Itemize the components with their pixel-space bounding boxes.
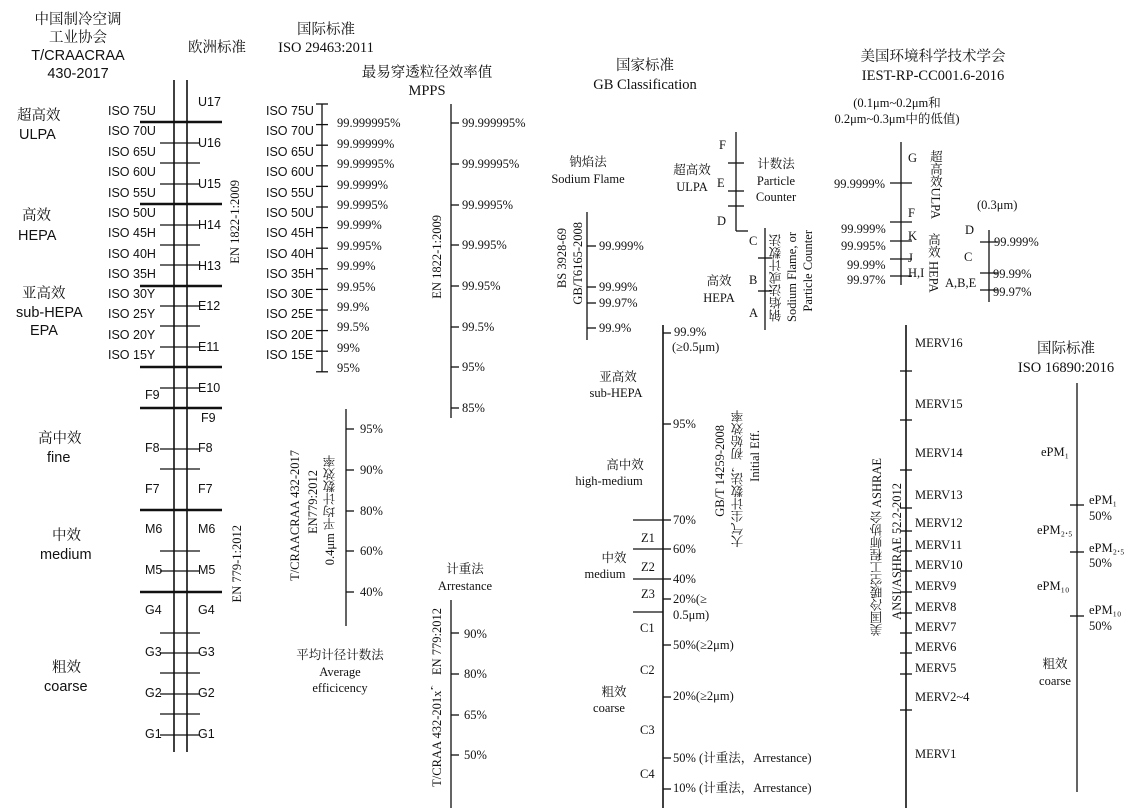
iest-grade: K <box>908 229 918 243</box>
ashrae-label: 美国冷暖空工程师协会 ASHRAE <box>870 458 884 637</box>
iso29463-value: 95% <box>337 361 360 375</box>
gb-title: GB Classification <box>593 77 697 93</box>
iest-right-grade: C <box>964 250 973 264</box>
iest-title: 美国环境科学技术学会 <box>860 49 1006 65</box>
gb-lower-mark: 50%(≥2μm) <box>673 638 734 652</box>
china-title: 工业协会 <box>49 30 107 46</box>
gb-cat-coarse: coarse <box>593 701 625 715</box>
iso29463-class: ISO 60U <box>266 165 314 179</box>
iso29463-class: ISO 20E <box>266 328 314 342</box>
gb-hepa-grade: B <box>749 273 758 287</box>
gb-hepa-grade: A <box>749 306 759 320</box>
iest-right-value: 99.99% <box>993 267 1032 281</box>
particle-counter-title: Particle <box>756 174 796 188</box>
merv-label: MERV9 <box>915 579 957 593</box>
sodium-value: 99.99% <box>599 280 638 294</box>
merv-label: MERV15 <box>915 397 963 411</box>
en1822-value: 99.95% <box>462 279 501 293</box>
china-iso-mark: ISO 40H <box>108 247 156 261</box>
eu-grade: F8 <box>198 441 213 455</box>
gb-ulpa-label: 超高效 <box>673 163 711 177</box>
iso29463-class: ISO 45H <box>266 226 314 240</box>
gb-lower-grade: Z1 <box>641 531 655 545</box>
iest-title: IEST-RP-CC001.6-2016 <box>861 68 1005 84</box>
category-fine-label: fine <box>47 450 71 466</box>
eu-grade: E11 <box>198 340 220 354</box>
iest-right-grade: A,B,E <box>945 276 977 290</box>
china-grade: F8 <box>145 441 160 455</box>
iso16890-left: ePM₁₀ <box>1037 579 1070 593</box>
eu-grade: E12 <box>198 299 221 313</box>
merv-label: MERV12 <box>915 516 963 530</box>
iso29463-value: 99.99% <box>337 259 376 273</box>
gb-lower-grade: C4 <box>640 767 655 781</box>
gb-lower-mark: (≥0.5μm) <box>672 340 720 354</box>
gb-ulpa-grade: E <box>717 176 725 190</box>
china-iso-mark: ISO 55U <box>108 186 156 200</box>
en1822-standard-label: EN 1822-1:2009 <box>228 180 242 264</box>
iso16890-coarse: coarse <box>1039 674 1071 688</box>
merv-label: MERV5 <box>915 661 957 675</box>
sodium-standard-label: GB/T6165-2008 <box>571 222 585 305</box>
category-epa-label: 亚高效 <box>22 286 66 302</box>
china-grade: M5 <box>145 563 163 577</box>
iest-left-value: 99.9999% <box>834 177 886 191</box>
iest-right-value: 99.97% <box>993 285 1032 299</box>
en779-standard-label: EN 779-1:2012 <box>230 525 244 603</box>
gb-cat-subhepa: 亚高效 <box>599 370 637 384</box>
china-iso-mark: ISO 45H <box>108 226 156 240</box>
merv-label: MERV1 <box>915 747 957 761</box>
china-iso-mark: ISO 25Y <box>108 307 156 321</box>
iso29463-title: ISO 29463:2011 <box>278 40 374 56</box>
en1822-value: 99.9995% <box>462 198 514 212</box>
category-coarse-label: 粗效 <box>52 660 81 676</box>
iso29463-class: ISO 75U <box>266 104 314 118</box>
eu-grade: F9 <box>201 411 216 425</box>
iso29463-value: 99.99999% <box>337 137 395 151</box>
iest-grade: H,I <box>908 266 925 280</box>
iso16890-right: ePM₂.₅ <box>1089 541 1125 555</box>
iso29463-value: 99.9% <box>337 300 370 314</box>
avg-standard-label: 0.4μm 平均计数效率 <box>323 455 337 566</box>
iso29463-class: ISO 30E <box>266 287 314 301</box>
gb-hepa-label: 高效 <box>706 274 732 288</box>
gb-lower-mark: 0.5μm) <box>673 608 710 622</box>
arrestance-title: Arrestance <box>437 579 493 593</box>
iest-note2: (0.3μm) <box>977 198 1018 212</box>
sodium-standard-label: BS 3928-69 <box>555 228 569 289</box>
en1822-value: 99.999995% <box>462 116 526 130</box>
arrestance-title: 计重法 <box>446 562 484 576</box>
china-iso-mark: ISO 20Y <box>108 328 156 342</box>
gb-lower-grade: Z2 <box>641 560 655 574</box>
gb-hepa-label: HEPA <box>703 291 735 305</box>
iso16890-coarse: 粗效 <box>1042 657 1068 671</box>
en1822-value: 99.995% <box>462 238 507 252</box>
category-fine-label: 高中效 <box>38 431 82 447</box>
gb-lower-mark: 20%(≥ <box>673 592 707 606</box>
gb-lower-grade: C1 <box>640 621 655 635</box>
gb-hepa-grade: C <box>749 234 758 248</box>
gb-lower-mark: 50% (计重法，Arrestance) <box>673 751 812 765</box>
avg-standard-label: T/CRAACRAA 432-2017 <box>288 450 302 581</box>
iso29463-value: 99.999995% <box>337 116 401 130</box>
eu-grade: U17 <box>198 95 221 109</box>
iso29463-class: ISO 55U <box>266 186 314 200</box>
en1822-value: 99.99995% <box>462 157 520 171</box>
iso29463-class: ISO 70U <box>266 124 314 138</box>
china-iso-mark: ISO 35H <box>108 267 156 281</box>
category-coarse-label: coarse <box>44 679 88 695</box>
iest-grade: G <box>908 151 918 165</box>
iso29463-class: ISO 50U <box>266 206 314 220</box>
gb-cat-medium: 中效 <box>601 551 627 565</box>
iest-hepa-vertical: 高效 HEPA <box>926 233 941 293</box>
eu-grade: H14 <box>198 218 221 232</box>
particle-counter-title: Counter <box>755 190 797 204</box>
gb-lower-mark: 70% <box>673 513 696 527</box>
sodium-flame-title: 钠焰法 <box>569 155 607 169</box>
gb-lower-grade: C2 <box>640 663 655 677</box>
eu-grade: H13 <box>198 259 221 273</box>
gb-cat-medium: medium <box>584 567 626 581</box>
category-medium-label: medium <box>40 547 92 563</box>
china-grade: G1 <box>145 727 162 741</box>
iso29463-class: ISO 15E <box>266 348 314 362</box>
gb-lower-mark: 10% (计重法，Arrestance) <box>673 781 812 795</box>
iest-left-value: 99.99% <box>847 258 886 272</box>
iso16890-left: ePM₂.₅ <box>1037 523 1073 537</box>
iest-left-value: 99.999% <box>841 222 886 236</box>
china-iso-mark: ISO 60U <box>108 165 156 179</box>
avg-value: 90% <box>360 463 383 477</box>
sodium-or-counter-label: 钠焰法或计数法 <box>769 234 783 322</box>
gb-cat-subhepa: sub-HEPA <box>589 386 643 400</box>
avg-caption: 平均计径计数法 <box>296 648 384 662</box>
iso29463-class: ISO 40H <box>266 247 314 261</box>
avg-caption: Average <box>319 665 361 679</box>
iso16890-right: 50% <box>1089 556 1112 570</box>
gb-cat-high-medium: 高中效 <box>606 458 644 472</box>
gb-cat-high-medium: high-medium <box>575 474 643 488</box>
gb-ulpa-grade: D <box>717 214 727 228</box>
iso29463-title: 国际标准 <box>297 22 355 38</box>
arrestance-value: 80% <box>464 667 487 681</box>
iso29463-value: 99.9999% <box>337 178 389 192</box>
china-iso-mark: ISO 65U <box>108 145 156 159</box>
category-ulpa-label: 超高效 <box>17 108 61 124</box>
iso29463-value: 99.9995% <box>337 198 389 212</box>
avg-value: 80% <box>360 504 383 518</box>
sodium-or-counter-label: Sodium Flame, or <box>785 232 799 322</box>
merv-label: MERV16 <box>915 336 963 350</box>
eu-grade: G4 <box>198 603 215 617</box>
china-grade: F9 <box>145 388 160 402</box>
arrestance-standard-label: T/CRAA 432-201x， EN 779:2012 <box>430 608 444 787</box>
eu-grade: G1 <box>198 727 215 741</box>
gb14259-label: GB/T 14259-2008 <box>713 425 727 517</box>
arrestance-value: 65% <box>464 708 487 722</box>
iest-note: 0.2μm~0.3μm中的低值) <box>834 112 960 126</box>
gb-lower-mark: 20%(≥2μm) <box>673 689 734 703</box>
merv-label: MERV11 <box>915 538 963 552</box>
iso29463-class: ISO 65U <box>266 145 314 159</box>
china-grade: G2 <box>145 686 162 700</box>
eu-grade: E10 <box>198 381 221 395</box>
gb-lower-mark: 95% <box>673 417 696 431</box>
china-title: T/CRAACRAA <box>31 48 125 64</box>
iso29463-subtitle: MPPS <box>408 83 446 99</box>
china-iso-mark: ISO 50U <box>108 206 156 220</box>
avg-standard-label: EN779:2012 <box>306 470 320 534</box>
merv-label: MERV14 <box>915 446 963 460</box>
iest-grade: J <box>908 251 913 265</box>
iest-grade: F <box>908 206 915 220</box>
china-title: 中国制冷空调 <box>34 12 122 28</box>
iest-left-value: 99.995% <box>841 239 886 253</box>
gb-lower-mark: 40% <box>673 572 696 586</box>
merv-label: MERV10 <box>915 558 963 572</box>
iso29463-subtitle: 最易穿透粒径效率值 <box>361 65 493 81</box>
gb14259-label: 大气尘计数法，初始效率 <box>731 410 745 548</box>
sodium-or-counter-label: Particle Counter <box>801 230 815 312</box>
iso29463-class: ISO 25E <box>266 307 314 321</box>
iest-note: (0.1μm~0.2μm和 <box>853 96 941 110</box>
gb14259-label: Initial Eff. <box>748 430 762 482</box>
iso16890-title: ISO 16890:2016 <box>1017 360 1115 376</box>
iso16890-right: ePM₁ <box>1089 493 1117 507</box>
china-iso-mark: ISO 30Y <box>108 287 156 301</box>
china-iso-mark: ISO 15Y <box>108 348 156 362</box>
eu-grade: M5 <box>198 563 216 577</box>
arrestance-value: 50% <box>464 748 487 762</box>
eu-grade: G2 <box>198 686 215 700</box>
china-iso-mark: ISO 70U <box>108 124 156 138</box>
merv-label: MERV8 <box>915 600 957 614</box>
iest-right-value: 99.999% <box>994 235 1039 249</box>
merv-label: MERV6 <box>915 640 957 654</box>
avg-value: 60% <box>360 544 383 558</box>
iso29463-value: 99% <box>337 341 360 355</box>
china-grade: G4 <box>145 603 162 617</box>
gb-lower-mark: 60% <box>673 542 696 556</box>
category-ulpa-label: ULPA <box>19 127 56 143</box>
eu-title: 欧洲标准 <box>188 40 246 56</box>
iso29463-value: 99.99995% <box>337 157 395 171</box>
sodium-value: 99.97% <box>599 296 638 310</box>
iest-left-value: 99.97% <box>847 273 886 287</box>
en1822-value: 95% <box>462 360 485 374</box>
iso29463-value: 99.5% <box>337 320 370 334</box>
gb-ulpa-label: ULPA <box>676 180 708 194</box>
sodium-value: 99.999% <box>599 239 644 253</box>
arrestance-value: 90% <box>464 627 487 641</box>
china-grade: F7 <box>145 482 160 496</box>
gb-ulpa-grade: F <box>719 138 726 152</box>
iso29463-value: 99.995% <box>337 239 382 253</box>
china-grade: G3 <box>145 645 162 659</box>
eu-grade: U16 <box>198 136 221 150</box>
gb-lower-grade: C3 <box>640 723 655 737</box>
iso16890-right: 50% <box>1089 509 1112 523</box>
iest-ulpa-vertical: 超高效ULPA <box>928 150 943 219</box>
iest-right-grade: D <box>965 223 975 237</box>
merv-label: MERV7 <box>915 620 957 634</box>
en1822-value: 99.5% <box>462 320 495 334</box>
avg-value: 95% <box>360 422 383 436</box>
merv-label: MERV13 <box>915 488 963 502</box>
eu-grade: U15 <box>198 177 221 191</box>
iso16890-right: 50% <box>1089 619 1112 633</box>
category-epa-label: EPA <box>30 323 58 339</box>
china-iso-mark: ISO 75U <box>108 104 156 118</box>
en1822-value: 85% <box>462 401 485 415</box>
en1822-axis-label: EN 1822-1:2009 <box>430 215 444 299</box>
iso29463-class: ISO 35H <box>266 267 314 281</box>
merv-label: MERV2~4 <box>915 690 970 704</box>
category-epa-label: sub-HEPA <box>16 305 83 321</box>
avg-caption: efficicency <box>312 681 368 695</box>
gb-title: 国家标准 <box>616 58 674 74</box>
iso16890-right: ePM₁₀ <box>1089 603 1122 617</box>
eu-grade: G3 <box>198 645 215 659</box>
china-title: 430-2017 <box>47 66 109 82</box>
china-grade: M6 <box>145 522 163 536</box>
iso16890-left: ePM₁ <box>1041 445 1069 459</box>
gb-cat-coarse: 粗效 <box>601 685 627 699</box>
eu-grade: M6 <box>198 522 216 536</box>
gb-lower-grade: Z3 <box>641 587 655 601</box>
gb-lower-mark: 99.9% <box>674 325 707 339</box>
category-medium-label: 中效 <box>52 528 81 544</box>
iso29463-value: 99.999% <box>337 218 382 232</box>
iso16890-title: 国际标准 <box>1037 341 1095 357</box>
sodium-value: 99.9% <box>599 321 632 335</box>
category-hepa-label: HEPA <box>18 228 57 244</box>
iso29463-value: 99.95% <box>337 280 376 294</box>
category-hepa-label: 高效 <box>22 208 51 224</box>
particle-counter-title: 计数法 <box>757 157 795 171</box>
avg-value: 40% <box>360 585 383 599</box>
eu-grade: F7 <box>198 482 213 496</box>
ashrae-label: ANSI/ASHRAE 52.2-2012 <box>890 483 904 620</box>
sodium-flame-title: Sodium Flame <box>551 172 625 186</box>
